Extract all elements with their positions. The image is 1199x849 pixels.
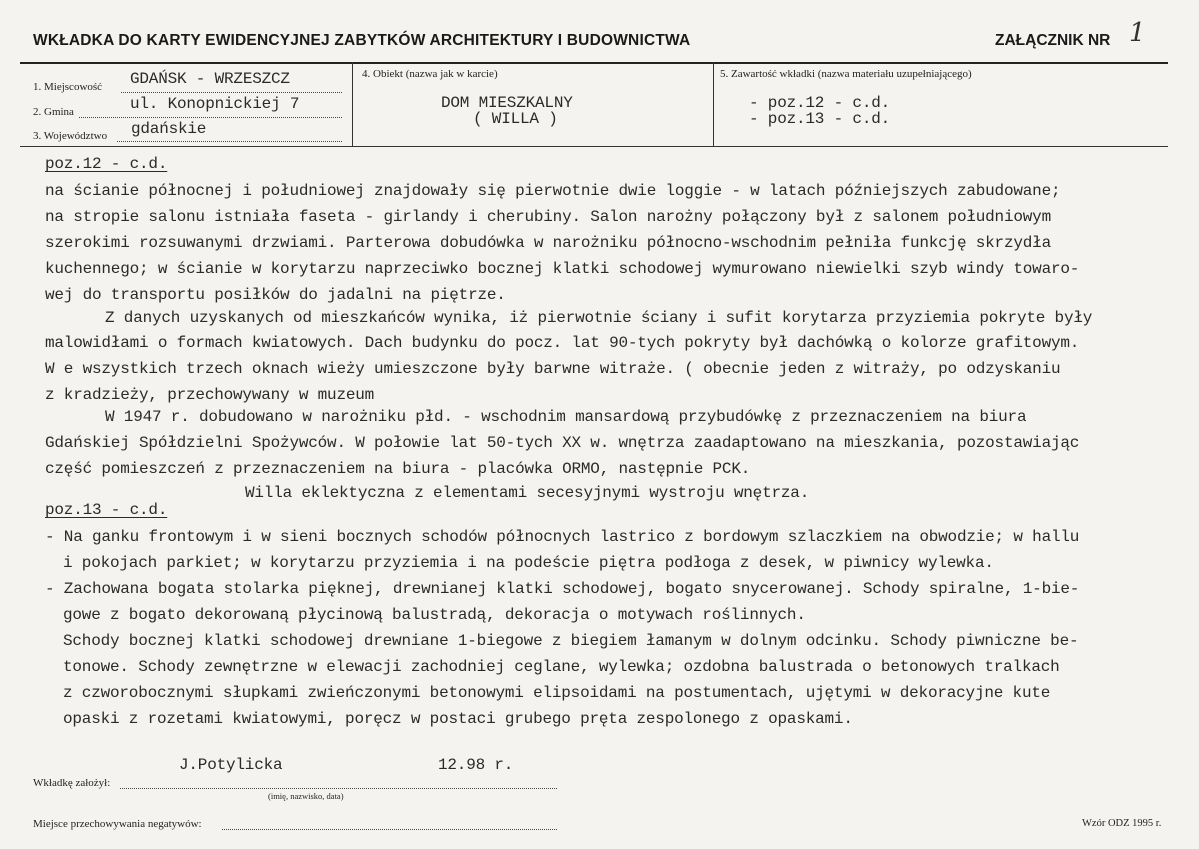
attachment-number: 1 (1129, 18, 1146, 48)
negatives-label: Miejsce przechowywania negatywów: (33, 818, 202, 830)
miejscowosc-line (121, 92, 342, 93)
document-title: WKŁADKA DO KARTY EWIDENCYJNEJ ZABYTKÓW ARCHITEKTURY I BUDOWNICTWA (33, 32, 691, 49)
text-line: z kradzieży, przechowywany w muzeum (45, 386, 375, 404)
text-line: i pokojach parkiet; w korytarzu przyziemia i na podeście piętra podłoga z desek, w piwnicy wylewka. (63, 554, 994, 572)
text-line: Willa eklektyczna z elementami secesyjnymi wystroju wnętrza. (245, 484, 810, 502)
text-line: W e wszystkich trzech oknach wieży umieszczone były barwne witraże. ( obecnie jeden z witraży, po odzyskaniu (45, 360, 1061, 378)
text-line: W 1947 r. dobudowano w narożniku płd. - wschodnim mansardową przybudówkę z przeznaczeniem na biura (105, 408, 1027, 426)
form-code: Wzór ODZ 1995 r. (1082, 818, 1162, 829)
wojewodztwo-label: 3. Województwo (33, 130, 108, 142)
section-heading-poz12: poz.12 - c.d. (45, 155, 168, 173)
wojewodztwo-value: gdańskie (131, 120, 207, 138)
gmina-line (79, 117, 342, 118)
author-value: J.Potylicka (179, 756, 283, 774)
text-line: wej do transportu posiłków do jadalni na piętrze. (45, 286, 506, 304)
zawartosc-value-line1: - poz.12 - c.d. (749, 94, 891, 112)
text-line: na ścianie północnej i południowej znajdowały się pierwotnie dwie loggie - w latach późniejszych zabudowane; (45, 182, 1061, 200)
zawartosc-label: 5. Zawartość wkładki (nazwa materiału uzupełniającego) (720, 68, 972, 80)
text-line: - Na ganku frontowym i w sieni bocznych schodów północnych lastrico z bordowym szlaczkiem na obwodzie; w hallu (45, 528, 1080, 546)
section-heading-poz13: poz.13 - c.d. (45, 501, 168, 519)
text-line: opaski z rozetami kwiatowymi, poręcz w postaci grubego pręta zespolonego z opaskami. (63, 710, 853, 728)
text-line: szerokimi rozsuwanymi drzwiami. Parterowa dobudówka w narożniku północno-wschodnim pełniła funkcję skrzydła (45, 234, 1051, 252)
negatives-line (222, 829, 557, 830)
top-rule (20, 62, 1168, 64)
text-line: kuchennego; w ścianie w korytarzu naprzeciwko bocznej klatki schodowej wymurowano niewielki szyb windy towaro- (45, 260, 1080, 278)
author-sublabel: (imię, nazwisko, data) (268, 791, 344, 801)
author-label: Wkładkę założył: (33, 777, 111, 789)
text-line: z czworobocznymi słupkami zwieńczonymi betonowymi elipsoidami na postumentach, ujętymi w dekoracyjne kute (63, 684, 1051, 702)
text-line: część pomieszczeń z przeznaczeniem na biura - placówka ORMO, następnie PCK. (45, 460, 751, 478)
date-value: 12.98 r. (438, 756, 514, 774)
text-line: gowe z bogato dekorowaną płycinową balustradą, dekoracja o motywach roślinnych. (63, 606, 806, 624)
text-line: Z danych uzyskanych od mieszkańców wynika, iż pierwotnie ściany i sufit korytarza przyziemia pokryte były (105, 309, 1093, 327)
column-divider-2 (713, 62, 714, 146)
obiekt-value-line1: DOM MIESZKALNY (441, 94, 573, 112)
text-line: malowidłami o formach kwiatowych. Dach budynku do pocz. lat 90-tych pokryty był dachówką o kolorze grafitowym. (45, 334, 1080, 352)
wojewodztwo-line (117, 141, 342, 142)
zawartosc-value-line2: - poz.13 - c.d. (749, 110, 891, 128)
gmina-value: ul. Konopnickiej 7 (130, 95, 300, 113)
text-line: - Zachowana bogata stolarka pięknej, drewnianej klatki schodowej, bogato snycerowanej. Schody spiralne, 1-bie- (45, 580, 1080, 598)
gmina-label: 2. Gmina (33, 106, 74, 118)
text-line: tonowe. Schody zewnętrzne w elewacji zachodniej ceglane, wylewka; ozdobna balustrada o betonowych tralkach (63, 658, 1060, 676)
miejscowosc-label: 1. Miejscowość (33, 81, 103, 93)
text-line: na stropie salonu istniała faseta - girlandy i cherubiny. Salon narożny połączony był z salonem południowym (45, 208, 1051, 226)
attachment-label: ZAŁĄCZNIK NR (995, 32, 1111, 49)
column-divider-1 (352, 62, 353, 146)
miejscowosc-value: GDAŃSK - WRZESZCZ (130, 70, 290, 88)
author-line (120, 788, 557, 789)
obiekt-label: 4. Obiekt (nazwa jak w karcie) (362, 68, 498, 80)
text-line: Gdańskiej Spółdzielni Spożywców. W połowie lat 50-tych XX w. wnętrza zaadaptowano na mieszkania, pozostawiając (45, 434, 1080, 452)
text-line: Schody bocznej klatki schodowej drewniane 1-biegowe z biegiem łamanym w dolnym odcinku. Schody piwniczne be- (63, 632, 1079, 650)
header-bottom-rule (20, 146, 1168, 147)
obiekt-value-line2: ( WILLA ) (473, 110, 558, 128)
